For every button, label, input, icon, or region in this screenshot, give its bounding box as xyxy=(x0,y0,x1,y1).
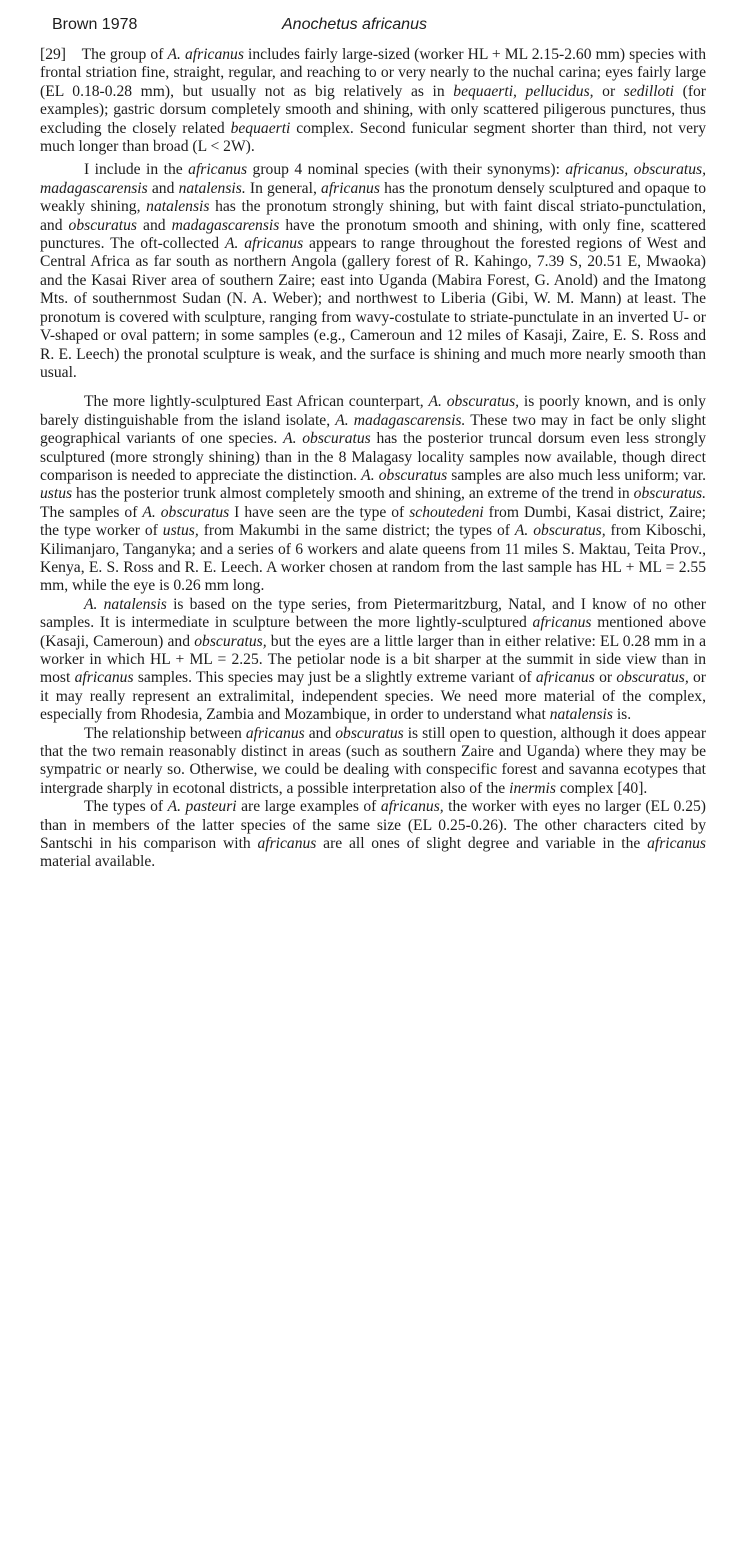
text-segment: or xyxy=(594,669,617,687)
italic-text-segment: africanus xyxy=(245,724,305,742)
text-segment: In general, xyxy=(245,179,322,197)
text-segment: have the pronotum smooth and shining, with only fine, scattered punctures. The oft-collected xyxy=(40,216,706,253)
italic-text-segment: A. obscuratus, xyxy=(514,522,606,540)
italic-text-segment: A. madagascarensis. xyxy=(335,411,466,429)
text-segment: and xyxy=(304,724,336,742)
text-segment: group 4 nominal species (with their synonyms): xyxy=(247,161,566,179)
text-segment: is still open to question, although it does appear that the two remain reasonably distinct in areas (such as southern Zaire and Uganda) where they may be sympatric or nearly so. Otherwise, we could be dealing with conspecific forest and savanna ecotypes that intergrade sharply in ecotonal districts, a possible interpretation also of the xyxy=(40,724,707,797)
italic-text-segment: A. africanus xyxy=(224,235,304,253)
italic-text-segment: natalensis xyxy=(549,706,613,724)
text-segment: samples. This species may just be a slightly extreme variant of xyxy=(133,669,536,687)
text-segment: is poorly known, and is only barely distinguishable from the island isolate, xyxy=(40,393,706,429)
text-segment: has the posterior trunk almost completely smooth and shining, an extreme of the trend in xyxy=(72,485,634,503)
italic-text-segment: obscuratus. xyxy=(633,485,706,503)
text-segment: complex [40]. xyxy=(555,779,648,797)
italic-text-segment: africanus xyxy=(74,669,134,687)
text-segment: and xyxy=(137,216,172,234)
text-segment: material available. xyxy=(40,853,156,871)
text-segment: is. xyxy=(612,706,632,724)
text-segment: The samples of xyxy=(40,503,143,521)
text-segment: (for examples); gastric dorsum completely smooth and shining, with only scattered piligerous punctures, thus excluding the closely related xyxy=(40,82,706,137)
italic-text-segment: bequaerti xyxy=(230,119,291,137)
text-segment: These two may in fact be only slight geographical variants of one species. xyxy=(40,411,706,448)
text-segment: are large examples of xyxy=(236,798,381,816)
text-segment: from Kiboschi, Kilimanjaro, Tanganyka; and a series of 6 workers and alate queens from 11 miles S. Maktau, Teita Prov., Kenya, E. S. Ross and R. E. Leech. A worker chosen at random from the last sample has HL + ML = 2.55 mm, while the eye is 0.26 mm long. xyxy=(40,522,706,595)
paragraph xyxy=(40,161,706,382)
italic-text-segment: obscuratus, xyxy=(194,632,267,650)
italic-text-segment: africanus xyxy=(257,835,317,853)
italic-text-segment: ustus, xyxy=(162,522,199,540)
paragraph xyxy=(40,725,706,799)
italic-text-segment: inermis xyxy=(509,779,556,797)
text-segment: from Dumbi, Kasai district, Zaire; the type worker of xyxy=(40,503,707,540)
italic-text-segment: A. obscuratus xyxy=(361,466,448,484)
italic-text-segment: africanus xyxy=(321,179,380,197)
italic-text-segment: A. natalensis xyxy=(84,595,167,613)
running-header xyxy=(0,16,747,40)
text-segment: includes fairly large-sized (worker HL + ML 2.15-2.60 mm) species with frontal striation fine, straight, regular, and reaching to or very nearly to the nuchal carina; eyes fairly large (EL 0.18-0.28 mm), but usually not as big relatively as in xyxy=(40,46,706,100)
italic-text-segment: A. pasteuri xyxy=(167,798,237,816)
text-segment: The types of xyxy=(84,798,168,816)
italic-text-segment: africanus xyxy=(535,669,595,687)
text-segment: or it may really represent an extralimital, independent species. We need more material of the complex, especially from Rhodesia, Zambia and Mozambique, in order to understand what xyxy=(40,669,706,724)
text-segment: [29] The group of xyxy=(40,46,168,63)
italic-text-segment: bequaerti, pellucidus, xyxy=(453,82,594,100)
italic-text-segment: africanus xyxy=(188,161,248,179)
text-segment: from Makumbi in the same district; the types of xyxy=(198,522,515,540)
italic-text-segment: A. obscuratus xyxy=(283,430,371,448)
paragraph xyxy=(40,46,706,156)
text-segment: appears to range throughout the forested regions of West and Central Africa as far south as northern Angola (gallery forest of R. Kahingo, 7.39 S, 20.51 E, Mwaoka) and the Kasai River area of southern Zaire; east into Uganda (Mabira Forest, G. Anold) and the Imatong Mts. of southernmost Sudan (N. A. Weber); and northwest to Liberia (Gibi, W. M. Mann) at least. The pronotum is covered with sculpture, ranging from wavy-costulate to striate-punctulate in an inverted U- or V-shaped or oval pattern; in some samples (e.g., Cameroun and 12 miles of Kasaji, Zaire, E. S. Ross and R. E. Leech) the pronotal sculpture is weak, and the surface is shining and much more nearly smooth than usual. xyxy=(40,235,706,381)
text-segment: I have seen are the type of xyxy=(229,503,410,521)
paragraph xyxy=(40,798,706,872)
italic-text-segment: A. africanus xyxy=(167,46,244,63)
text-segment: the worker with eyes no larger (EL 0.25) than in members of the latter species of the same size (EL 0.25-0.26). The other characters cited by Santschi in his comparison with xyxy=(40,798,706,853)
italic-text-segment: ustus xyxy=(40,485,73,503)
body-text xyxy=(40,46,706,872)
header-species-name: Anochetus africanus xyxy=(282,16,427,33)
italic-text-segment: africanus, obscuratus, madagascarensis xyxy=(40,161,706,197)
text-segment: samples are also much less uniform; var. xyxy=(447,466,706,484)
italic-text-segment: obscuratus, xyxy=(616,669,689,687)
text-segment: are all ones of slight degree and variable in the xyxy=(316,835,648,853)
italic-text-segment: obscuratus xyxy=(68,216,137,234)
italic-text-segment: A. obscuratus xyxy=(142,503,230,521)
italic-text-segment: sedilloti xyxy=(623,82,675,100)
italic-text-segment: africanus, xyxy=(380,798,444,816)
text-segment: I include in the xyxy=(84,161,189,179)
text-segment: has the pronotum densely sculptured and opaque to weakly shining, xyxy=(40,179,707,216)
text-segment: The relationship between xyxy=(84,724,246,742)
text-segment: mentioned above (Kasaji, Cameroun) and xyxy=(40,614,706,650)
text-segment: The more lightly-sculptured East African counterpart, xyxy=(84,393,429,411)
italic-text-segment: A. obscuratus, xyxy=(428,393,520,411)
italic-text-segment: africanus xyxy=(532,614,592,632)
paragraph xyxy=(40,393,706,595)
italic-text-segment: natalensis xyxy=(146,198,210,216)
italic-text-segment: schoutedeni xyxy=(409,503,484,521)
text-segment: complex. Second funicular segment shorter than third, not very much longer than broad (L < 2W). xyxy=(40,119,707,156)
text-segment: but the eyes are a little larger than in either relative: EL 0.28 mm in a worker in which HL + ML = 2.25. The petiolar node is a bit sharper at the summit in side view than in most xyxy=(40,632,706,687)
text-segment: or xyxy=(593,82,624,100)
paragraph xyxy=(40,596,706,725)
text-segment: is based on the type series, from Pietermaritzburg, Natal, and I know of no other samples. It is intermediate in sculpture between the more lightly-sculptured xyxy=(40,595,706,632)
header-author-year: Brown 1978 xyxy=(52,16,138,33)
italic-text-segment: madagascarensis xyxy=(171,216,280,234)
italic-text-segment: natalensis. xyxy=(178,179,246,197)
text-segment: has the posterior truncal dorsum even less strongly sculptured (more strongly shining) than in the 8 Malagasy locality samples now available, though direct comparison is needed to appreciate the distinction. xyxy=(40,430,706,484)
text-segment: has the pronotum strongly shining, but with faint discal striato-punctulation, and xyxy=(40,198,706,234)
italic-text-segment: obscuratus xyxy=(335,724,404,742)
text-segment: and xyxy=(147,179,179,197)
italic-text-segment: africanus xyxy=(647,835,707,853)
